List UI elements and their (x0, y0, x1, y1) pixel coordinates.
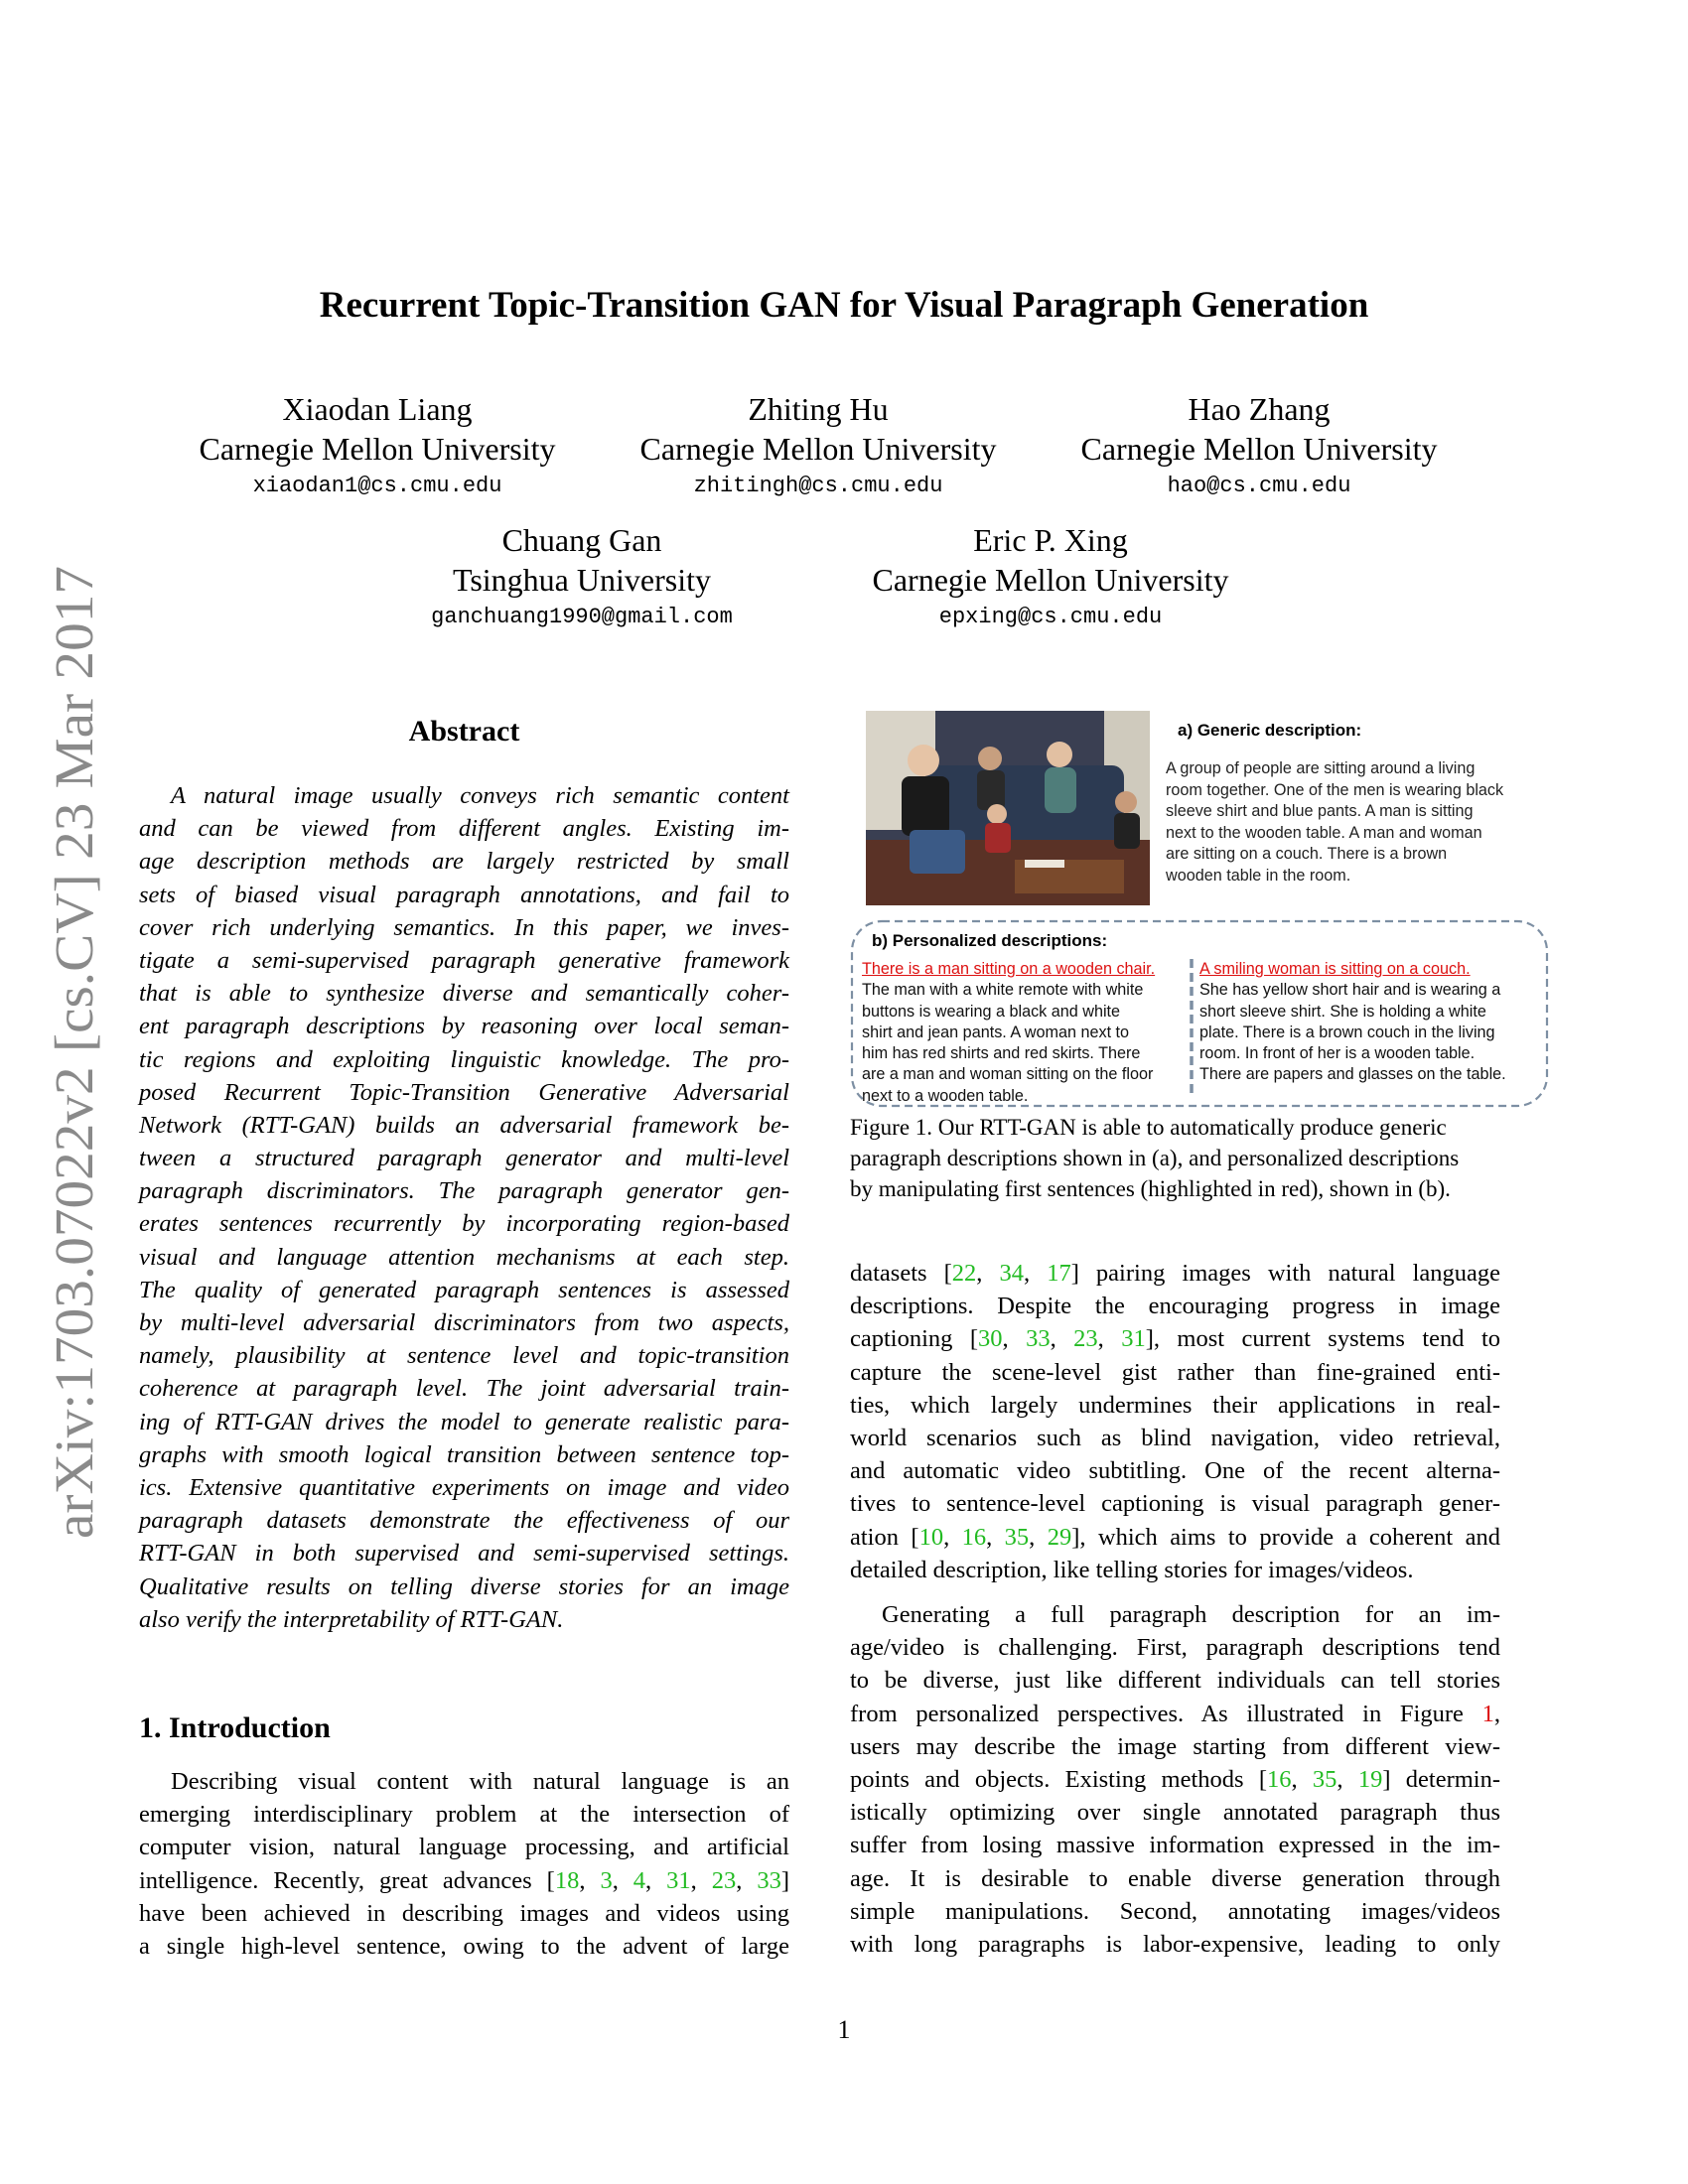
citation-link[interactable]: 18 (554, 1866, 580, 1894)
citation-link[interactable]: 29 (1047, 1523, 1072, 1551)
text-run: capture the scene-level gist rather than fine-grained enti- (850, 1358, 1500, 1386)
text-run: age/video is challenging. First, paragraph descriptions tend (850, 1634, 1500, 1662)
abstract-line: posed Recurrent Topic-Transition Generative Adversarial (139, 1078, 789, 1106)
text-run: ], most current systems tend to (1145, 1325, 1501, 1353)
figure-caption (850, 1112, 1545, 1204)
text-run: , (976, 1260, 1000, 1287)
text-run: have been achieved in describing images and videos using (139, 1899, 789, 1927)
text-run: tives to sentence-level captioning is visual paragraph gener- (850, 1490, 1500, 1518)
personalized-description-line: She has yellow short hair and is wearing a (1199, 981, 1501, 1000)
abstract-heading: Abstract (408, 715, 520, 748)
introduction-line (139, 1765, 789, 1798)
author-affiliation: Tsinghua University (453, 562, 711, 598)
text-run: age. It is desirable to enable diverse generation through (850, 1864, 1500, 1892)
introduction-line (139, 1930, 789, 1963)
author-email[interactable]: xiaodan1@cs.cmu.edu (252, 474, 502, 498)
personalized-description-line: next to a wooden table. (862, 1086, 1029, 1105)
author-email[interactable]: zhitingh@cs.cmu.edu (693, 474, 943, 498)
personalized-description-line: him has red shirts and red skirts. There (862, 1044, 1141, 1063)
text-run: users may describe the image starting from different view- (850, 1732, 1500, 1760)
text-run: and automatic video subtitling. One of the recent alterna- (850, 1457, 1500, 1485)
generic-description-line: wooden table in the room. (1166, 866, 1351, 885)
abstract-line: sets of biased visual paragraph annotations, and fail to (139, 881, 789, 908)
citation-link[interactable]: 34 (999, 1260, 1024, 1287)
right-column-line (850, 1862, 1500, 1895)
generic-description-line: room together. One of the men is wearing black (1166, 780, 1504, 799)
text-run: , (1291, 1765, 1313, 1793)
author-block (802, 520, 1299, 635)
introduction-paragraph (139, 1765, 789, 1963)
author-affiliation: Carnegie Mellon University (872, 562, 1229, 598)
text-run: Describing visual content with natural language is an (171, 1768, 789, 1795)
citation-link[interactable]: 4 (633, 1866, 646, 1894)
text-run: , (1024, 1260, 1048, 1287)
text-run: Generating a full paragraph description for an im- (882, 1601, 1500, 1628)
introduction-heading: 1. Introduction (139, 1711, 331, 1744)
abstract-line: ent paragraph descriptions by reasoning over local seman- (139, 1013, 789, 1040)
text-run: descriptions. Despite the encouraging progress in image (850, 1293, 1500, 1320)
text-run: , (1336, 1765, 1358, 1793)
text-run: , (1097, 1325, 1122, 1353)
author-email[interactable]: ganchuang1990@gmail.com (431, 605, 733, 629)
author-block (129, 389, 626, 504)
author-affiliation: Carnegie Mellon University (639, 431, 997, 467)
abstract-line: Network (RTT-GAN) builds an adversarial framework be- (139, 1111, 789, 1139)
caption-line: paragraph descriptions shown in (a), and personalized descriptions (850, 1146, 1460, 1170)
right-column-line (850, 1796, 1500, 1829)
text-run: , (579, 1866, 601, 1894)
generic-description-line: next to the wooden table. A man and woman (1166, 823, 1482, 842)
citation-link[interactable]: 33 (1026, 1325, 1051, 1353)
text-run: , (645, 1866, 667, 1894)
right-column-paragraph (850, 1257, 1500, 1586)
text-run: world scenarios such as blind navigation, video retrieval, (850, 1424, 1500, 1451)
abstract-line: that is able to synthesize diverse and semantically coher- (139, 980, 789, 1008)
text-run: , (943, 1523, 962, 1551)
text-run: , (1002, 1325, 1027, 1353)
text-run: simple manipulations. Second, annotating images/videos (850, 1897, 1500, 1925)
citation-link[interactable]: 31 (666, 1866, 691, 1894)
arxiv-stamp (0, 0, 129, 2184)
introduction-line (139, 1897, 789, 1930)
generic-description-line: are sitting on a couch. There is a brown (1166, 845, 1448, 863)
right-column-line (850, 1730, 1500, 1763)
author-name: Eric P. Xing (973, 522, 1128, 558)
text-run: , (736, 1866, 758, 1894)
author-email[interactable]: epxing@cs.cmu.edu (938, 605, 1163, 629)
right-column-line (850, 1257, 1500, 1290)
right-column-line (850, 1422, 1500, 1454)
highlighted-first-sentence: A smiling woman is sitting on a couch. (1199, 960, 1471, 978)
abstract-line: and can be viewed from different angles. Existing im- (139, 815, 789, 843)
personalized-description-line: are a man and woman sitting on the floor (862, 1065, 1154, 1084)
arxiv-stamp-text: arXiv:1703.07022v2 [cs.CV] 23 Mar 2017 (44, 605, 104, 1539)
generic-description-line: A group of people are sitting around a living (1166, 759, 1476, 777)
text-run: , (690, 1866, 712, 1894)
right-column-line (850, 1356, 1500, 1389)
citation-link[interactable]: 3 (600, 1866, 613, 1894)
text-run: emerging interdisciplinary problem at the intersection of (139, 1801, 789, 1829)
citation-link[interactable]: 17 (1047, 1260, 1071, 1287)
right-column-line (850, 1598, 1500, 1631)
text-run: ties, which largely undermines their applications in real- (850, 1391, 1500, 1419)
generic-description-line: sleeve shirt and blue pants. A man is sitting (1166, 802, 1474, 820)
author-block (1011, 389, 1507, 504)
personalized-description-line: buttons is wearing a black and white (862, 1002, 1121, 1021)
generic-description-text (1166, 758, 1553, 887)
text-run: detailed description, like telling stories for images/videos. (850, 1556, 1414, 1583)
author-email[interactable]: hao@cs.cmu.edu (1167, 474, 1351, 498)
right-column-line (850, 1895, 1500, 1928)
citation-link[interactable]: 23 (1073, 1325, 1098, 1353)
text-run: from personalized perspectives. As illustrated in Figure (850, 1700, 1482, 1727)
personalized-description-line: The man with a white remote with white (862, 981, 1144, 1000)
author-name: Hao Zhang (1188, 391, 1331, 427)
abstract-line: erates sentences recurrently by incorporating region-based (139, 1210, 789, 1238)
abstract-line: The quality of generated paragraph sentences is assessed (139, 1276, 789, 1303)
citation-link[interactable]: 35 (1312, 1765, 1337, 1793)
right-column-line (850, 1454, 1500, 1487)
abstract-line: visual and language attention mechanisms at each step. (139, 1243, 789, 1271)
right-column-line (850, 1664, 1500, 1697)
abstract-line: tween a structured paragraph generator and multi-level (139, 1145, 789, 1172)
author-block (570, 389, 1066, 504)
figure-1 (850, 711, 1549, 1108)
abstract-line: paragraph discriminators. The paragraph generator gen- (139, 1177, 789, 1205)
text-run: istically optimizing over single annotated paragraph thus (850, 1799, 1500, 1827)
personalized-description-left (862, 959, 1188, 1107)
caption-line: Figure 1. Our RTT-GAN is able to automatically produce generic (850, 1115, 1447, 1140)
text-run: , (612, 1866, 633, 1894)
text-run: ] pairing images with natural language (1070, 1260, 1501, 1287)
text-run: a single high-level sentence, owing to the advent of large (139, 1932, 789, 1960)
caption-line: by manipulating first sentences (highlighted in red), shown in (b). (850, 1176, 1451, 1201)
personalized-description-line: room. In front of her is a wooden table. (1199, 1044, 1476, 1063)
text-run: captioning [ (850, 1325, 979, 1353)
abstract-line: RTT-GAN in both supervised and semi-supervised settings. (139, 1540, 789, 1568)
text-run: , (1493, 1700, 1500, 1727)
text-run: points and objects. Existing methods [ (850, 1765, 1268, 1793)
text-run: ] (780, 1866, 790, 1894)
right-column-line (850, 1487, 1500, 1520)
right-column-line (850, 1389, 1500, 1422)
abstract-line: tigate a semi-supervised paragraph generative framework (139, 946, 789, 974)
personalized-description-right (1199, 959, 1545, 1086)
citation-link[interactable]: 10 (918, 1523, 944, 1551)
abstract-body (139, 779, 789, 1636)
author-name: Xiaodan Liang (282, 391, 473, 427)
abstract-line: graphs with smooth logical transition between sentence top- (139, 1440, 789, 1468)
text-run: suffer from losing massive information expressed in the im- (850, 1832, 1500, 1859)
abstract-line: paragraph datasets demonstrate the effectiveness of our (139, 1507, 789, 1535)
citation-link[interactable]: 19 (1357, 1765, 1383, 1793)
living-room-photo (866, 711, 1150, 905)
paper-title: Recurrent Topic-Transition GAN for Visual Paragraph Generation (319, 285, 1369, 326)
page-number: 1 (837, 2015, 851, 2044)
abstract-line: Qualitative results on telling diverse stories for an image (139, 1572, 789, 1600)
text-run: , (986, 1523, 1005, 1551)
right-column-line (850, 1521, 1500, 1554)
author-block (334, 520, 830, 635)
personalized-description-line: shirt and jean pants. A woman next to (862, 1023, 1130, 1041)
generic-description-title: a) Generic description: (1178, 721, 1362, 740)
text-run: intelligence. Recently, great advances [ (139, 1866, 555, 1894)
abstract-line: coherence at paragraph level. The joint adversarial train- (139, 1375, 789, 1403)
citation-link[interactable]: 22 (951, 1260, 977, 1287)
author-name: Zhiting Hu (748, 391, 889, 427)
abstract-line: namely, plausibility at sentence level and topic-transition (139, 1342, 789, 1370)
right-column-line (850, 1631, 1500, 1664)
text-run: ] determin- (1382, 1765, 1500, 1793)
citation-link[interactable]: 33 (757, 1866, 781, 1894)
introduction-line (139, 1831, 789, 1863)
author-affiliation: Carnegie Mellon University (1080, 431, 1438, 467)
text-run: to be diverse, just like different individuals can tell stories (850, 1667, 1500, 1695)
author-name: Chuang Gan (501, 522, 662, 558)
right-column-line (850, 1928, 1500, 1961)
highlighted-first-sentence: There is a man sitting on a wooden chair. (862, 960, 1156, 978)
citation-link[interactable]: 31 (1121, 1325, 1146, 1353)
introduction-line (139, 1798, 789, 1831)
text-run: ation [ (850, 1523, 919, 1551)
text-run: with long paragraphs is labor-expensive, leading to only (850, 1930, 1500, 1958)
text-run: , (1050, 1325, 1074, 1353)
abstract-line: by multi-level adversarial discriminators from two aspects, (139, 1309, 789, 1336)
personalized-descriptions-title: b) Personalized descriptions: (872, 931, 1108, 950)
citation-link[interactable]: 23 (711, 1866, 737, 1894)
abstract-line: ing of RTT-GAN drives the model to generate realistic para- (139, 1408, 789, 1435)
right-column-line (850, 1322, 1500, 1355)
text-run: computer vision, natural language processing, and artificial (139, 1834, 789, 1861)
personalized-description-line: There are papers and glasses on the table. (1199, 1065, 1506, 1084)
right-column-line (850, 1290, 1500, 1322)
abstract-line: tic regions and exploiting linguistic knowledge. The pro- (139, 1045, 789, 1073)
abstract-line: cover rich underlying semantics. In this paper, we inves- (139, 913, 789, 941)
personalized-description-line: plate. There is a brown couch in the living (1199, 1023, 1495, 1041)
figure-reference-link[interactable]: 1 (1481, 1700, 1494, 1727)
author-affiliation: Carnegie Mellon University (199, 431, 556, 467)
text-run: datasets [ (850, 1260, 952, 1287)
abstract-line: ics. Extensive quantitative experiments on image and video (139, 1473, 789, 1501)
right-column-line (850, 1763, 1500, 1796)
text-run: , (1029, 1523, 1048, 1551)
right-column-line (850, 1829, 1500, 1861)
personalized-description-line: short sleeve shirt. She is holding a white (1199, 1002, 1486, 1021)
abstract-line: A natural image usually conveys rich semantic content (171, 782, 789, 809)
citation-link[interactable]: 30 (978, 1325, 1003, 1353)
right-column-line (850, 1554, 1500, 1586)
introduction-line (139, 1864, 789, 1897)
citation-link[interactable]: 16 (961, 1523, 987, 1551)
right-column-paragraph (850, 1598, 1500, 1961)
abstract-line: also verify the interpretability of RTT-GAN. (139, 1605, 564, 1633)
citation-link[interactable]: 35 (1004, 1523, 1030, 1551)
citation-link[interactable]: 16 (1267, 1765, 1292, 1793)
abstract-line: age description methods are largely restricted by small (139, 848, 789, 876)
right-column-line (850, 1698, 1500, 1730)
text-run: ], which aims to provide a coherent and (1071, 1523, 1501, 1551)
